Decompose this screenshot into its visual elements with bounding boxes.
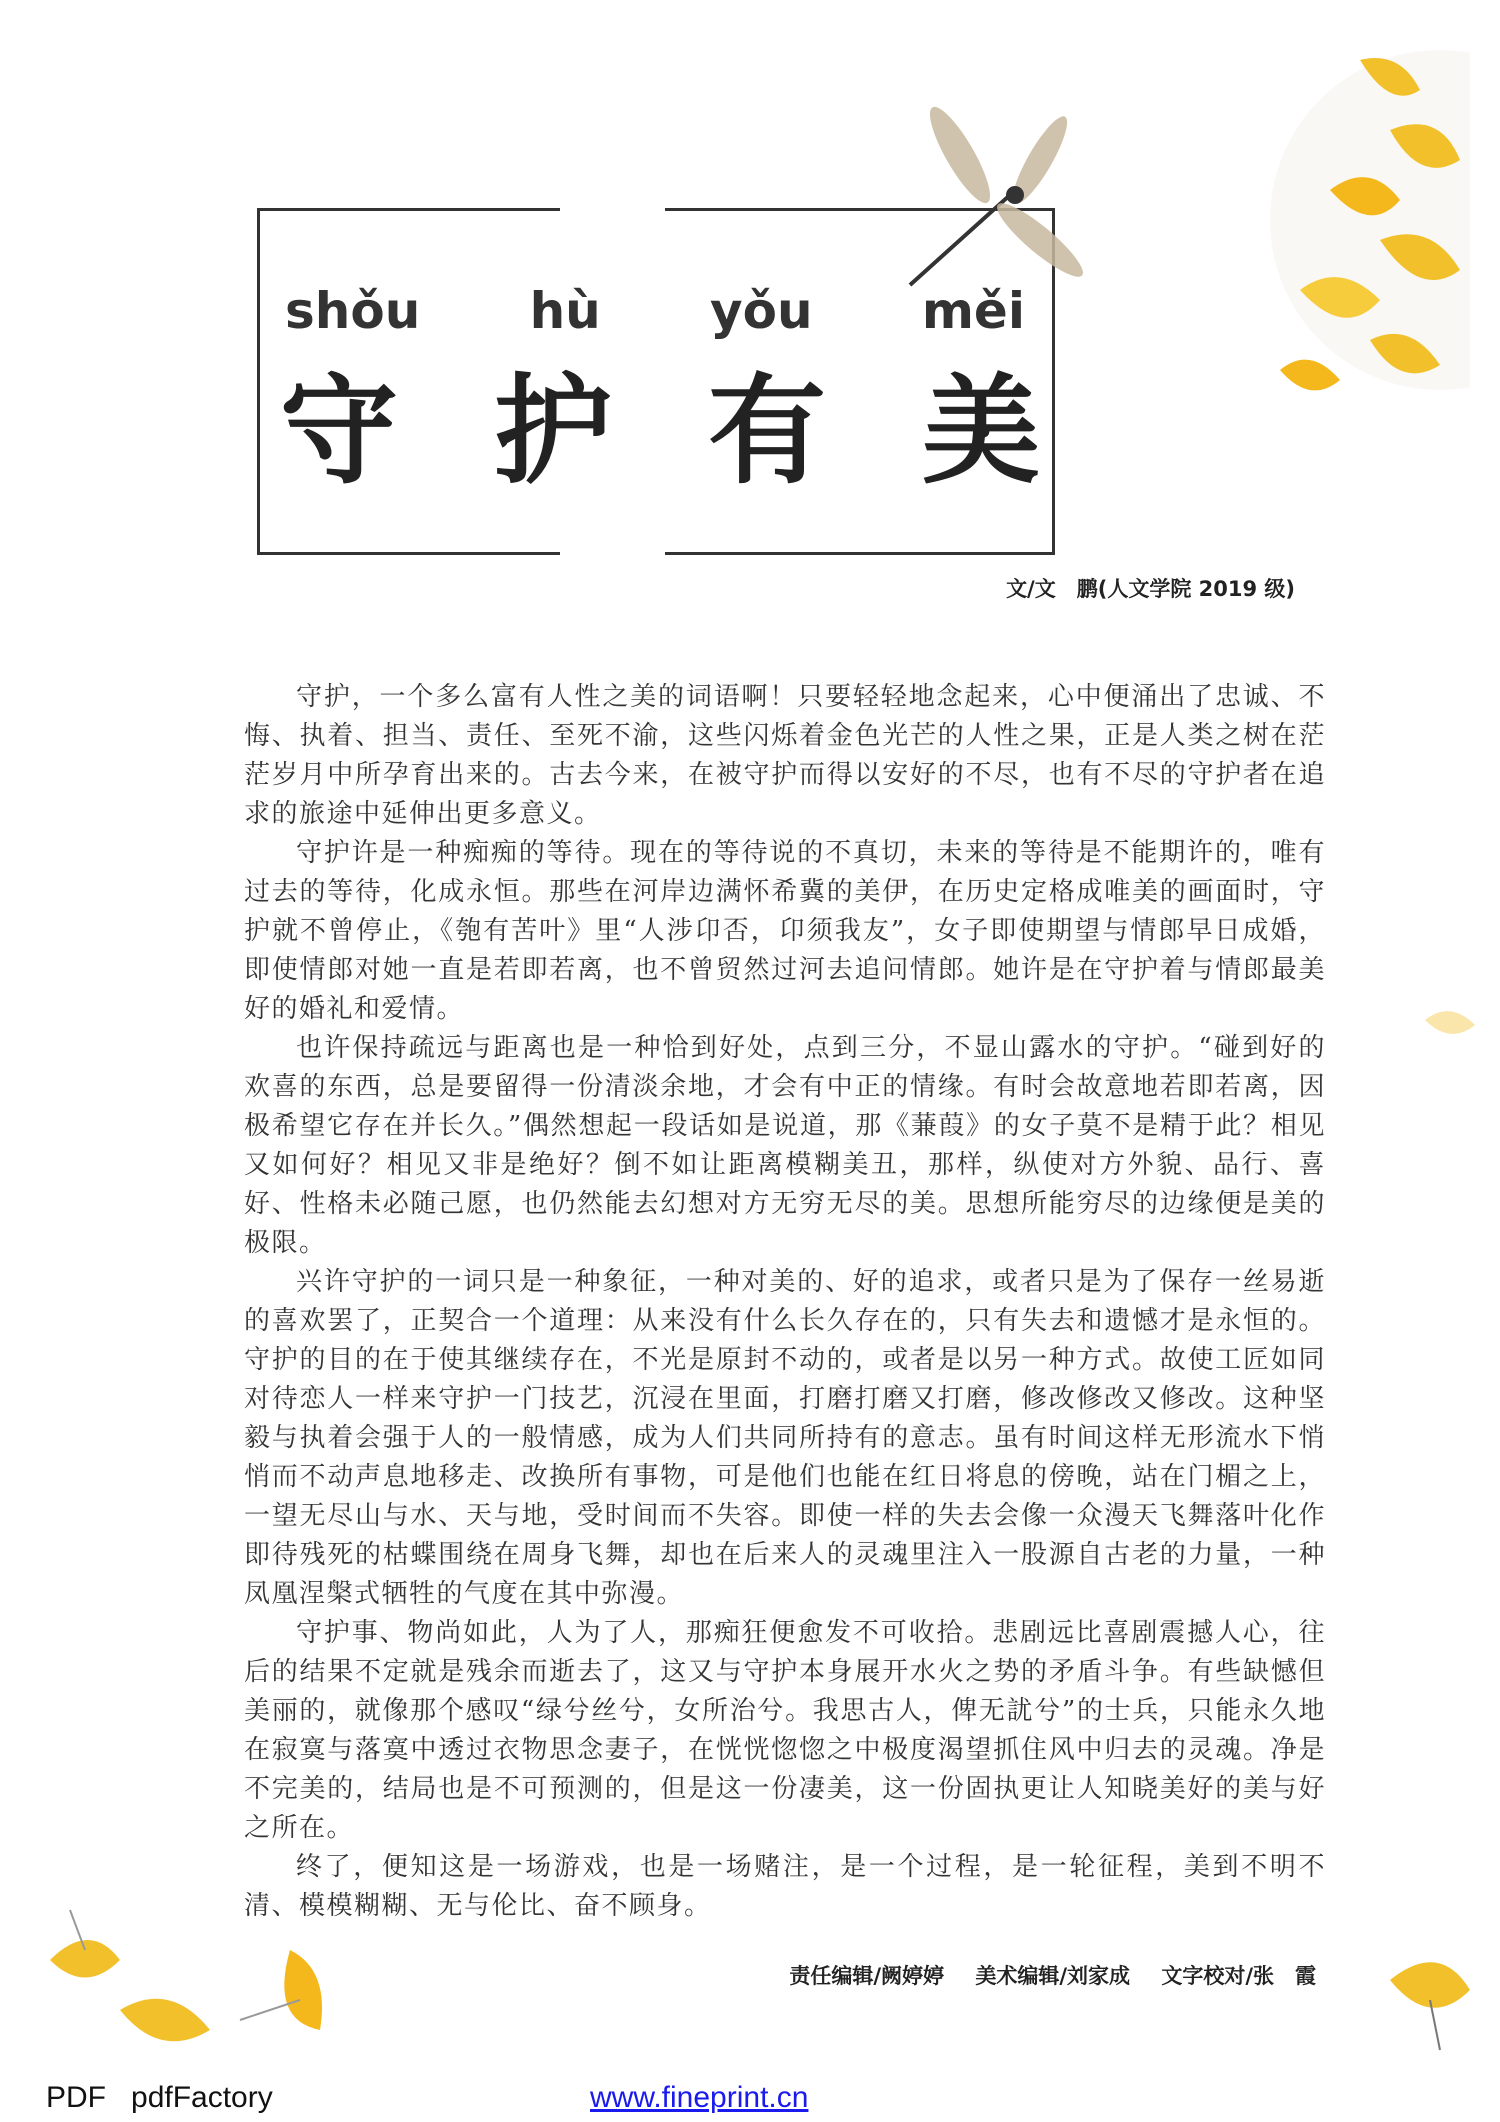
- title-char: 美: [921, 362, 1040, 500]
- article-content: [244, 678, 1326, 1990]
- credit-editor: 责任编辑/阙婷婷: [789, 1964, 945, 1988]
- paragraph: 兴许守护的一词只是一种象征，一种对美的、好的追求，或者只是为了保存一丝易逝的喜欢罢了，正契合一个道理：从来没有什么长久存在的，只有失去和遗憾才是永恒的。守护的目的在于使其继续存在，不光是原封不动的，或者是以另一种方式。故使工匠如同对待恋人一样来守护一门技艺，沉浸在里面，打磨打磨又打磨，修改修改又修改。这种坚毅与执着会强于人的一般情感，成为人们共同所持有的意志。虽有时间这样无形流水下悄悄而不动声息地移走、改换所有事物，可是他们也能在红日将息的傍晚，站在门楣之上，一望无尽山与水、天与地，受时间而不失容。即使一样的失去会像一众漫天飞舞落叶化作即待残死的枯蝶围绕在周身飞舞，却也在后来人的灵魂里注入一股源自古老的力量，一种凤凰涅槃式牺牲的气度在其中弥漫。: [244, 1267, 1326, 1609]
- page-title: [280, 361, 1040, 501]
- article-body: [244, 678, 1326, 1926]
- fineprint-link[interactable]: www.fineprint.cn: [590, 2081, 809, 2114]
- pinyin-syllable: yǒu: [710, 282, 813, 340]
- credits: [244, 1962, 1326, 1990]
- border-gap: [560, 206, 665, 214]
- paragraph: 也许保持疏远与距离也是一种恰到好处，点到三分，不显山露水的守护。“碰到好的欢喜的东西，总是要留得一份清淡余地，才会有中正的情缘。有时会故意地若即若离，因极希望它存在并长久。”偶然想起一段话如是说道，那《蒹葭》的女子莫不是精于此？相见又如何好？相见又非是绝好？倒不如让距离模糊美丑，那样，纵使对方外貌、品行、喜好、性格未必随己愿，也仍然能去幻想对方无穷无尽的美。思想所能穷尽的边缘便是美的极限。: [244, 1033, 1326, 1258]
- pinyin-syllable: hù: [529, 282, 601, 340]
- pdf-factory-label: PDF pdfFactory: [46, 2081, 273, 2114]
- paragraph: 守护事、物尚如此，人为了人，那痴狂便愈发不可收拾。悲剧远比喜剧震撼人心，往后的结果不定就是残余而逝去了，这又与守护本身展开水火之势的矛盾斗争。有些缺憾但美丽的，就像那个感叹“绿兮丝兮，女所治兮。我思古人，俾无訧兮”的士兵，只能永久地在寂寞与落寞中透过衣物思念妻子，在恍恍惚惚之中极度渴望抓住风中归去的灵魂。净是不完美的，结局也是不可预测的，但是这一份凄美，这一份固执更让人知晓美好的美与好之所在。: [244, 1618, 1326, 1843]
- ginkgo-leaves-decoration: [1240, 40, 1470, 460]
- ginkgo-leaves-decoration: [1380, 1940, 1480, 2060]
- author-line: 文/文 鹏(人文学院 2019 级): [1006, 577, 1295, 601]
- pinyin-syllable: shǒu: [285, 282, 421, 340]
- dragonfly-icon: [900, 100, 1100, 300]
- pinyin-syllable: měi: [921, 282, 1025, 340]
- title-char: 有: [707, 362, 826, 500]
- title-char: 护: [493, 362, 612, 500]
- credit-art-editor: 美术编辑/刘家成: [975, 1964, 1131, 1988]
- paragraph: 守护许是一种痴痴的等待。现在的等待说的不真切，未来的等待是不能期许的，唯有过去的等待，化成永恒。那些在河岸边满怀希冀的美伊，在历史定格成唯美的画面时，守护就不曾停止，《匏有苦叶》里“人涉卬否，卬须我友”，女子即使期望与情郎早日成婚，即使情郎对她一直是若即若离，也不曾贸然过河去追问情郎。她许是在守护着与情郎最美好的婚礼和爱情。: [244, 838, 1326, 1024]
- credit-proofreader: 文字校对/张 霞: [1161, 1964, 1316, 1988]
- paragraph: 守护，一个多么富有人性之美的词语啊！只要轻轻地念起来，心中便涌出了忠诚、不悔、执着、担当、责任、至死不渝，这些闪烁着金色光芒的人性之果，正是人类之树在茫茫岁月中所孕育出来的。古去今来，在被守护而得以安好的不尽，也有不尽的守护者在追求的旅途中延伸出更多意义。: [244, 682, 1326, 829]
- title-char: 守: [280, 362, 399, 500]
- paragraph: 终了，便知这是一场游戏，也是一场赌注，是一个过程，是一轮征程，美到不明不清、模模糊糊、无与伦比、奋不顾身。: [244, 1852, 1326, 1921]
- border-gap: [560, 549, 665, 557]
- ginkgo-leaf-icon: [1420, 1000, 1480, 1050]
